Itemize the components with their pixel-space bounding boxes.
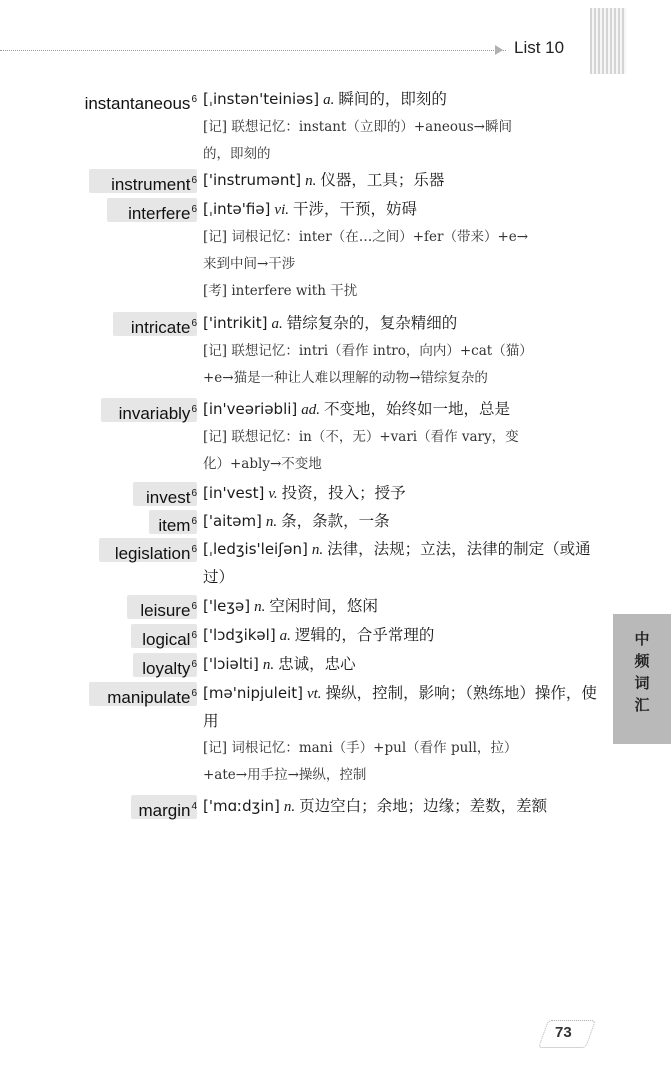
header-arrow-icon: [495, 45, 503, 55]
headword-text: margin: [138, 801, 191, 820]
headword-text: legislation: [114, 544, 191, 563]
headword: [0, 794, 197, 824]
part-of-speech: n.: [311, 542, 324, 558]
exam-note: [考] interfere with 干扰: [203, 283, 358, 299]
part-of-speech: n.: [254, 599, 266, 615]
pronunciation: ['intrikit]: [203, 314, 268, 332]
headword-text: instrument: [111, 175, 191, 194]
part-of-speech: v.: [268, 486, 278, 502]
frequency-marker: 4: [191, 801, 197, 812]
memory-note: [记] 联想记忆：in（不，无）+vari（看作 vary，变: [203, 429, 519, 445]
entry-body: [203, 396, 605, 478]
part-of-speech: n.: [262, 657, 275, 673]
entry-body: [203, 536, 605, 591]
entry-body: [203, 508, 605, 536]
headword: [0, 509, 197, 539]
headword-text: invest: [146, 488, 191, 507]
entry-body: [203, 622, 605, 650]
memory-note: [记] 联想记忆：intri（看作 intro，向内）+cat（猫）: [203, 343, 533, 359]
definition: 逻辑的，合乎常理的: [294, 626, 435, 644]
definition: 干涉，干预，妨碍: [293, 200, 418, 218]
part-of-speech: a.: [279, 628, 291, 644]
entry-body: [203, 310, 605, 392]
header-rule: [0, 50, 506, 51]
pronunciation: ['lɔdʒikəl]: [203, 626, 276, 644]
frequency-marker: 6: [191, 601, 197, 612]
pronunciation: ['instrumənt]: [203, 171, 302, 189]
pronunciation: [ˌinstən'teiniəs]: [203, 90, 320, 108]
headword-text: manipulate: [107, 688, 191, 707]
memory-note: +ate→用手拉→操纵，控制: [203, 767, 367, 783]
part-of-speech: n.: [305, 173, 317, 189]
headword: [0, 168, 197, 198]
pronunciation: ['lɔiəlti]: [203, 655, 259, 673]
headword: [0, 311, 197, 341]
definition: 不变地，始终如一地，总是: [324, 400, 511, 418]
entry-body: [203, 480, 605, 508]
definition: 错综复杂的，复杂精细的: [286, 314, 458, 332]
part-of-speech: n.: [265, 514, 278, 530]
memory-note: +e→猫是一种让人难以理解的动物→错综复杂的: [203, 370, 488, 386]
headword-text: leisure: [140, 601, 191, 620]
frequency-marker: 6: [191, 94, 197, 105]
definition: 法律，法规；立法，法律的制定（或通过）: [203, 540, 591, 586]
definition: 空闲时间，悠闲: [269, 597, 378, 615]
pronunciation: [in'veəriəbli]: [203, 400, 298, 418]
entry-body: [203, 793, 605, 821]
frequency-marker: 6: [191, 659, 197, 670]
list-label: List 10: [514, 38, 565, 57]
headword-text: instantaneous: [84, 94, 191, 113]
side-tab-char: 频: [634, 652, 650, 670]
headword-text: invariably: [118, 404, 191, 423]
section-side-tab: [613, 614, 671, 744]
entry-body: [203, 651, 605, 679]
entry-body: [203, 86, 605, 168]
headword-text: interfere: [128, 204, 191, 223]
frequency-marker: 6: [191, 175, 197, 186]
headword: [0, 87, 197, 117]
frequency-marker: 6: [191, 404, 197, 415]
headword: [0, 397, 197, 427]
headword: [0, 623, 197, 653]
headword: [0, 537, 197, 567]
headword-text: intricate: [130, 318, 191, 337]
side-tab-char: 词: [634, 674, 650, 692]
frequency-marker: 6: [191, 488, 197, 499]
frequency-marker: 6: [191, 516, 197, 527]
pronunciation: [mə'nipjuleit]: [203, 684, 303, 702]
definition: 条，条款，一条: [281, 512, 390, 530]
pronunciation: [ˌledʒis'leiʃən]: [203, 540, 308, 558]
headword-text: item: [158, 516, 191, 535]
definition: 投资，投入；授予: [281, 484, 406, 502]
memory-note: 的，即刻的: [203, 146, 271, 162]
frequency-marker: 6: [191, 688, 197, 699]
side-tab-char: 汇: [634, 696, 650, 714]
entry-body: [203, 196, 605, 305]
part-of-speech: a.: [323, 92, 335, 108]
frequency-marker: 6: [191, 204, 197, 215]
entry-body: [203, 167, 605, 195]
memory-note: [记] 词根记忆：inter（在…之间）+fer（带来）+e→: [203, 229, 529, 245]
side-tab-char: 中: [634, 630, 650, 648]
headword: [0, 197, 197, 227]
pronunciation: [ˌintə'fiə]: [203, 200, 271, 218]
headword: [0, 594, 197, 624]
frequency-marker: 6: [191, 630, 197, 641]
pronunciation: ['aitəm]: [203, 512, 262, 530]
pronunciation: ['leʒə]: [203, 597, 251, 615]
side-tab-label: [613, 628, 671, 716]
frequency-marker: 6: [191, 318, 197, 329]
headword-text: logical: [142, 630, 191, 649]
pronunciation: ['mɑːdʒin]: [203, 797, 280, 815]
definition: 仪器，工具；乐器: [320, 171, 445, 189]
definition: 页边空白；余地；边缘；差数，差额: [299, 797, 548, 815]
pronunciation: [in'vest]: [203, 484, 265, 502]
definition: 忠诚，忠心: [278, 655, 356, 673]
headword: [0, 481, 197, 511]
memory-note: [记] 联想记忆：instant（立即的）+aneous→瞬间: [203, 119, 512, 135]
part-of-speech: vt.: [306, 686, 322, 702]
memory-note: 化）+ably→不变地: [203, 456, 322, 472]
entry-body: [203, 680, 605, 789]
part-of-speech: vi.: [274, 202, 289, 218]
headword-text: loyalty: [142, 659, 191, 678]
part-of-speech: n.: [283, 799, 296, 815]
part-of-speech: a.: [271, 316, 283, 332]
definition: 瞬间的，即刻的: [338, 90, 447, 108]
header-decoration: [590, 8, 626, 74]
headword: [0, 681, 197, 711]
headword: [0, 652, 197, 682]
memory-note: 来到中间→干涉: [203, 256, 296, 272]
definition: 操纵，控制，影响；（熟练地）操作，使用: [203, 684, 597, 730]
part-of-speech: ad.: [301, 402, 321, 418]
page-number: 73: [555, 1024, 572, 1041]
memory-note: [记] 词根记忆：mani（手）+pul（看作 pull，拉）: [203, 740, 518, 756]
entry-body: [203, 593, 605, 621]
frequency-marker: 6: [191, 544, 197, 555]
